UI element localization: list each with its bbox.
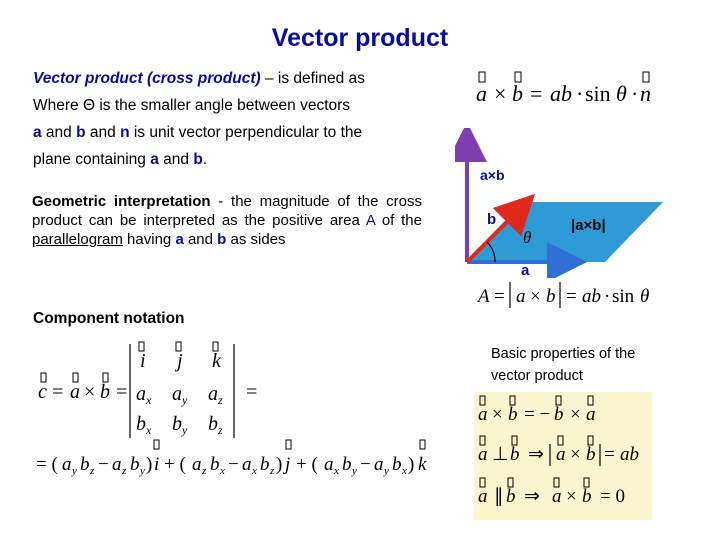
geo-text: of the bbox=[375, 212, 422, 229]
svg-text:y: y bbox=[352, 465, 357, 477]
svg-text:x: x bbox=[220, 465, 225, 477]
svg-text:⇒: ⇒ bbox=[524, 486, 540, 507]
svg-text:y: y bbox=[72, 465, 77, 477]
svg-text:ab: ab bbox=[582, 286, 601, 307]
geo-text: and bbox=[183, 231, 218, 248]
svg-text:a: a bbox=[70, 381, 80, 403]
svg-text:θ: θ bbox=[640, 286, 650, 307]
svg-text:x: x bbox=[402, 465, 407, 477]
definition-term: Vector product (cross product) bbox=[33, 70, 261, 87]
svg-text:b: b bbox=[508, 404, 518, 425]
svg-text:y: y bbox=[140, 465, 145, 477]
svg-text:b: b bbox=[136, 413, 146, 435]
svg-text:x: x bbox=[334, 465, 339, 477]
svg-text:=: = bbox=[52, 381, 64, 403]
svg-text:·: · bbox=[604, 286, 611, 307]
svg-text:): ) bbox=[146, 454, 153, 475]
svg-text:a: a bbox=[516, 286, 526, 307]
svg-text:c: c bbox=[38, 381, 47, 403]
svg-text:∥: ∥ bbox=[494, 486, 504, 507]
formula-n: n bbox=[640, 81, 651, 106]
svg-text:i: i bbox=[140, 350, 146, 372]
svg-text:a: a bbox=[324, 454, 334, 475]
page-title: Vector product bbox=[271, 24, 449, 52]
svg-text:j: j bbox=[285, 454, 291, 475]
basic-properties-caption: Basic properties of the vector product bbox=[491, 346, 636, 384]
svg-text:a: a bbox=[112, 454, 122, 475]
magnitude-label: |a×b| bbox=[571, 217, 606, 234]
vector-a-label: a bbox=[175, 231, 184, 248]
svg-text:= 0: = 0 bbox=[600, 486, 625, 507]
determinant-formula bbox=[32, 340, 292, 440]
svg-text:): ) bbox=[408, 454, 415, 475]
svg-text:b: b bbox=[210, 454, 220, 475]
svg-text:−: − bbox=[228, 454, 239, 475]
svg-text:z: z bbox=[218, 423, 223, 437]
svg-text:−: − bbox=[98, 454, 109, 475]
svg-text:b: b bbox=[80, 454, 90, 475]
svg-text:): ) bbox=[276, 454, 283, 475]
vector-a-label: a bbox=[150, 151, 159, 168]
text-and: and bbox=[41, 124, 77, 141]
svg-text:b: b bbox=[208, 413, 218, 435]
component-heading: Component notation bbox=[33, 310, 185, 327]
svg-text:=: = bbox=[246, 381, 258, 403]
vector-b-label: b bbox=[217, 231, 227, 248]
formula-eq: = bbox=[530, 81, 543, 106]
text-end: . bbox=[202, 151, 208, 168]
svg-text:b: b bbox=[342, 454, 352, 475]
svg-text:= (: = ( bbox=[36, 454, 58, 475]
vector-b-label: b bbox=[76, 124, 86, 141]
svg-text:a: a bbox=[552, 486, 562, 507]
svg-text:i: i bbox=[154, 454, 160, 475]
svg-text:a: a bbox=[62, 454, 72, 475]
svg-text:b: b bbox=[582, 486, 592, 507]
svg-text:b: b bbox=[172, 413, 182, 435]
svg-text:=: = bbox=[494, 286, 505, 307]
svg-text:k: k bbox=[418, 454, 427, 475]
formula-a: a bbox=[476, 81, 487, 106]
svg-text:a: a bbox=[374, 454, 384, 475]
svg-text:=: = bbox=[604, 444, 615, 465]
svg-text:z: z bbox=[122, 465, 127, 477]
vector-a-label: a bbox=[33, 124, 42, 141]
svg-text:y: y bbox=[182, 423, 188, 437]
svg-text:b: b bbox=[260, 454, 270, 475]
svg-text:×: × bbox=[570, 444, 581, 465]
svg-text:a: a bbox=[478, 444, 488, 465]
svg-text:=: = bbox=[566, 286, 577, 307]
svg-text:sin: sin bbox=[612, 286, 635, 307]
svg-text:j: j bbox=[177, 350, 183, 372]
parallelogram-word: parallelogram bbox=[32, 231, 123, 248]
area-symbol: A bbox=[365, 212, 376, 229]
svg-text:a: a bbox=[192, 454, 202, 475]
svg-text:b: b bbox=[554, 404, 564, 425]
svg-text:⊥: ⊥ bbox=[492, 444, 509, 465]
theta-label: θ bbox=[523, 228, 532, 247]
cross-product-formula bbox=[470, 66, 690, 110]
geo-text: as sides bbox=[226, 231, 286, 248]
formula-dot2: · bbox=[631, 81, 639, 106]
svg-text:x: x bbox=[146, 423, 152, 437]
svg-text:z: z bbox=[202, 465, 207, 477]
parallelogram-diagram bbox=[455, 128, 675, 278]
svg-text:= −: = − bbox=[524, 404, 551, 425]
svg-text:b: b bbox=[586, 444, 596, 465]
svg-text:b: b bbox=[392, 454, 402, 475]
svg-text:y: y bbox=[182, 393, 188, 407]
svg-text:z: z bbox=[270, 465, 275, 477]
svg-text:⇒: ⇒ bbox=[528, 444, 544, 465]
text-pre: plane containing bbox=[33, 151, 151, 168]
svg-text:x: x bbox=[146, 393, 152, 407]
definition-line-3 bbox=[33, 120, 423, 146]
a-label: a bbox=[521, 262, 530, 278]
formula-ab: ab bbox=[550, 81, 572, 106]
vector-b-label: b bbox=[193, 151, 203, 168]
svg-text:a: a bbox=[136, 383, 146, 405]
svg-text:a: a bbox=[586, 404, 596, 425]
svg-text:x: x bbox=[252, 465, 257, 477]
svg-text:k: k bbox=[212, 350, 221, 372]
axb-label: a×b bbox=[480, 167, 505, 183]
svg-text:A: A bbox=[478, 286, 490, 307]
formula-sin: sin bbox=[585, 81, 611, 106]
svg-text:×: × bbox=[84, 381, 96, 403]
svg-text:×: × bbox=[566, 486, 577, 507]
svg-text:a: a bbox=[242, 454, 252, 475]
svg-text:b: b bbox=[100, 381, 110, 403]
svg-text:b: b bbox=[546, 286, 556, 307]
svg-text:×: × bbox=[530, 286, 541, 307]
formula-b: b bbox=[512, 81, 523, 106]
expansion-formula bbox=[32, 438, 442, 478]
definition-line-4 bbox=[33, 147, 423, 173]
geo-text: - the magnitude of the cross product can be interpreted as the positive area bbox=[32, 193, 422, 229]
svg-text:a: a bbox=[478, 404, 488, 425]
svg-text:y: y bbox=[384, 465, 389, 477]
geometric-interpretation bbox=[32, 192, 422, 249]
text-rest: is unit vector perpendicular to the bbox=[129, 124, 363, 141]
svg-text:a: a bbox=[478, 486, 488, 507]
svg-text:b: b bbox=[510, 444, 520, 465]
geometric-term: Geometric interpretation bbox=[32, 193, 211, 210]
area-formula bbox=[474, 278, 674, 312]
definition-line-2: Where Θ is the smaller angle between vectors bbox=[33, 97, 351, 114]
svg-text:b: b bbox=[506, 486, 516, 507]
vector-n-label: n bbox=[120, 124, 130, 141]
svg-text:×: × bbox=[492, 404, 503, 425]
svg-text:a: a bbox=[208, 383, 218, 405]
b-label: b bbox=[487, 211, 497, 228]
text-and: and bbox=[158, 151, 194, 168]
geo-text: having bbox=[122, 231, 176, 248]
formula-theta: θ bbox=[616, 81, 627, 106]
definition-line-1 bbox=[33, 66, 423, 92]
svg-text:z: z bbox=[218, 393, 223, 407]
svg-text:a: a bbox=[172, 383, 182, 405]
svg-text:a: a bbox=[556, 444, 566, 465]
svg-text:×: × bbox=[570, 404, 581, 425]
text-and: and bbox=[85, 124, 121, 141]
svg-text:=: = bbox=[116, 381, 128, 403]
svg-text:z: z bbox=[90, 465, 95, 477]
definition-rest: – is defined as bbox=[260, 70, 365, 87]
svg-text:−: − bbox=[360, 454, 371, 475]
svg-text:+ (: + ( bbox=[164, 454, 186, 475]
svg-text:b: b bbox=[130, 454, 140, 475]
formula-dot: · bbox=[576, 81, 584, 106]
svg-text:ab: ab bbox=[620, 444, 639, 465]
formula-times: × bbox=[494, 81, 507, 106]
properties-formulas bbox=[474, 392, 652, 520]
svg-text:+ (: + ( bbox=[296, 454, 318, 475]
